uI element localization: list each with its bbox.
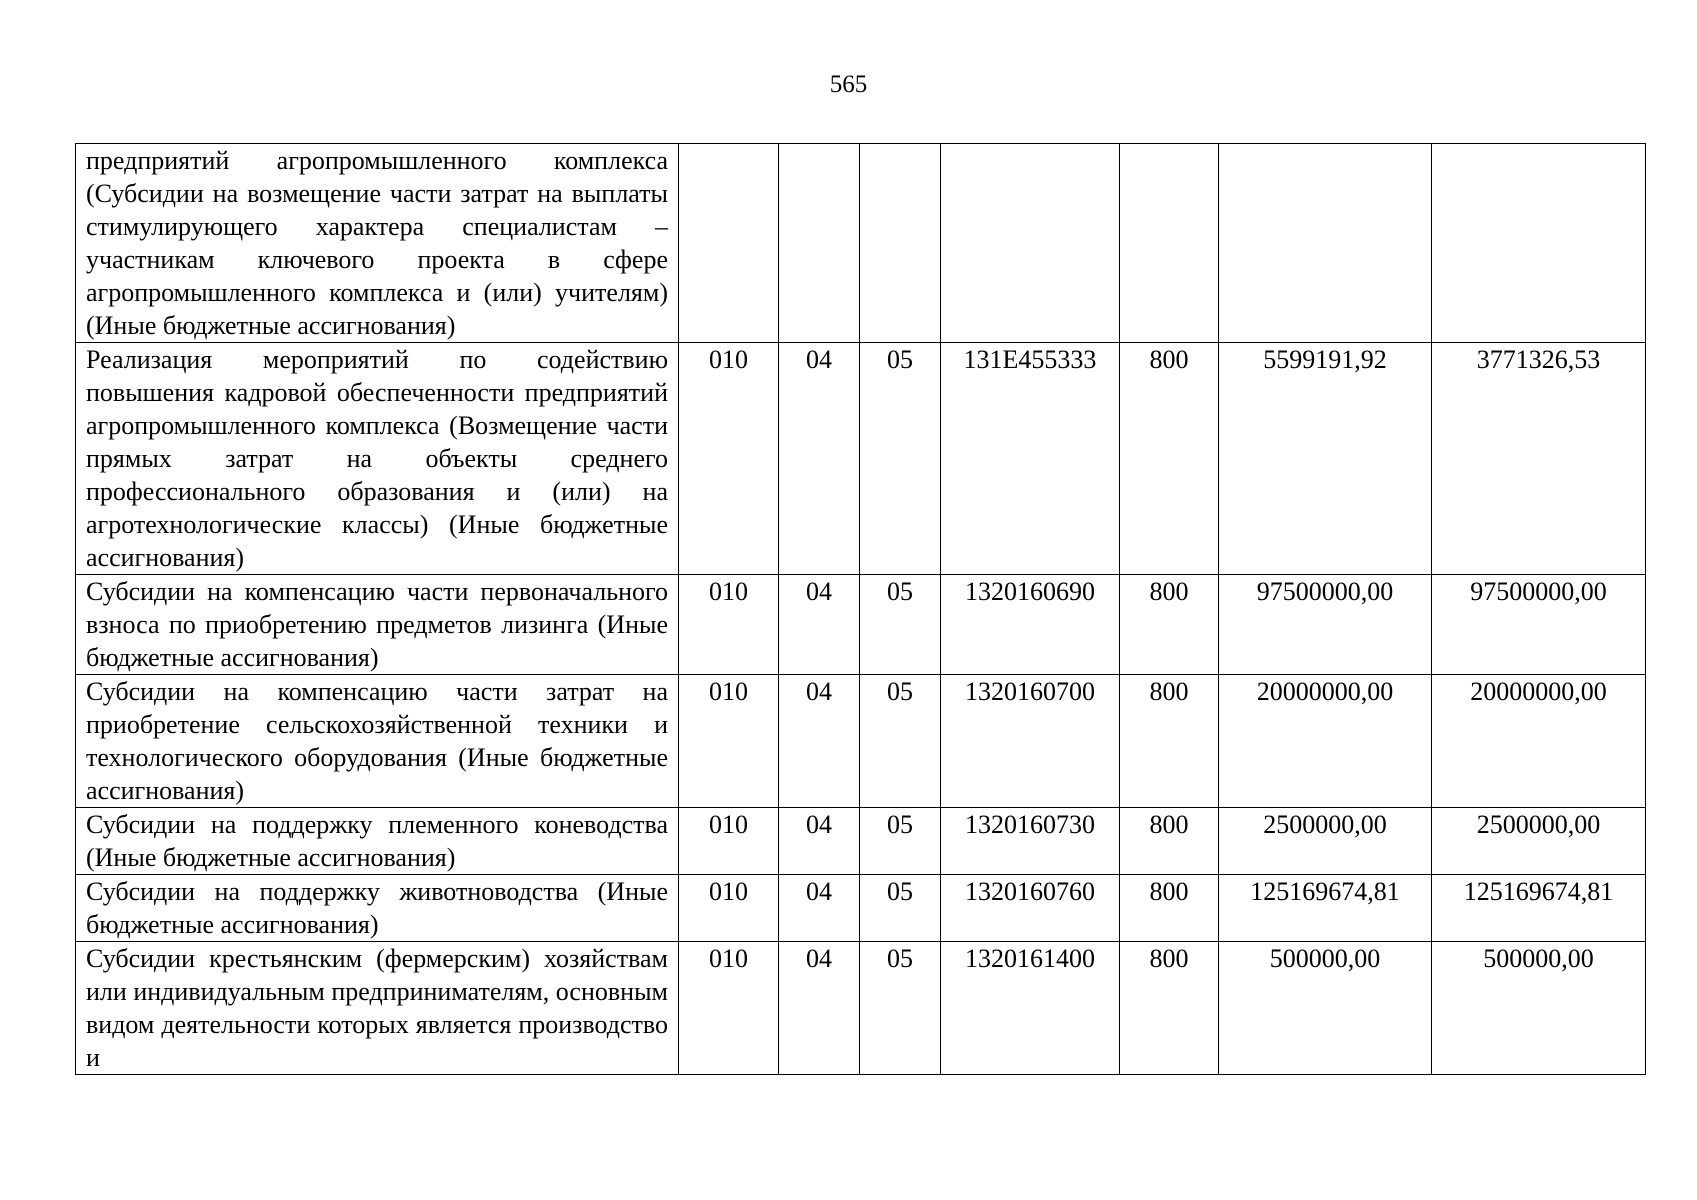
target-article-code: 1320160690 [941,575,1120,675]
section-code [779,144,860,343]
section-code: 04 [779,575,860,675]
grbs-code: 010 [679,343,779,575]
amount-second: 97500000,00 [1432,575,1646,675]
expense-type-code: 800 [1120,875,1219,942]
target-article-code [941,144,1120,343]
table-row [76,808,1646,875]
subsection-code: 05 [860,575,941,675]
table-row [76,343,1646,575]
amount-first: 2500000,00 [1219,808,1432,875]
target-article-code: 1320160760 [941,875,1120,942]
grbs-code: 010 [679,575,779,675]
amount-first: 125169674,81 [1219,875,1432,942]
expense-type-code: 800 [1120,808,1219,875]
subsection-code: 05 [860,808,941,875]
amount-second: 20000000,00 [1432,675,1646,808]
table-row [76,575,1646,675]
amount-first: 20000000,00 [1219,675,1432,808]
section-code: 04 [779,808,860,875]
target-article-code: 131E455333 [941,343,1120,575]
amount-second [1432,144,1646,343]
amount-first: 500000,00 [1219,942,1432,1075]
expense-type-code [1120,144,1219,343]
expense-type-code: 800 [1120,942,1219,1075]
amount-first: 5599191,92 [1219,343,1432,575]
page-number: 565 [829,71,868,98]
subsection-code: 05 [860,875,941,942]
target-article-code: 1320160730 [941,808,1120,875]
row-description: предприятий агропромышленного комплекса (Субсидии на возмещение части затрат на выплаты стимулирующего характера специалистам – участникам ключевого проекта в сфере агропромышленного комплекса и (или) учителям) (Иные бюджетные ассигнования) [76,144,679,343]
target-article-code: 1320161400 [941,942,1120,1075]
row-description: Реализация мероприятий по содействию повышения кадровой обеспеченности предприятий агропромышленного комплекса (Возмещение части прямых затрат на объекты среднего профессионального образования и (или) на агротехнологические классы) (Иные бюджетные ассигнования) [76,343,679,575]
amount-second: 3771326,53 [1432,343,1646,575]
grbs-code: 010 [679,942,779,1075]
budget-table [75,143,1646,1075]
table-row [76,942,1646,1075]
amount-first: 97500000,00 [1219,575,1432,675]
amount-second: 125169674,81 [1432,875,1646,942]
grbs-code [679,144,779,343]
row-description: Субсидии на компенсацию части первоначального взноса по приобретению предметов лизинга (Иные бюджетные ассигнования) [76,575,679,675]
row-description: Субсидии крестьянским (фермерским) хозяйствам или индивидуальным предпринимателям, основным видом деятельности которых является производство и [76,942,679,1075]
table-row [76,675,1646,808]
section-code: 04 [779,675,860,808]
expense-type-code: 800 [1120,575,1219,675]
section-code: 04 [779,875,860,942]
expense-type-code: 800 [1120,675,1219,808]
table-row [76,875,1646,942]
subsection-code: 05 [860,675,941,808]
row-description: Субсидии на компенсацию части затрат на приобретение сельскохозяйственной техники и технологического оборудования (Иные бюджетные ассигнования) [76,675,679,808]
row-description: Субсидии на поддержку животноводства (Иные бюджетные ассигнования) [76,875,679,942]
expense-type-code: 800 [1120,343,1219,575]
table-row [76,144,1646,343]
amount-second: 2500000,00 [1432,808,1646,875]
grbs-code: 010 [679,675,779,808]
subsection-code: 05 [860,942,941,1075]
section-code: 04 [779,343,860,575]
grbs-code: 010 [679,808,779,875]
grbs-code: 010 [679,875,779,942]
row-description: Субсидии на поддержку племенного коневодства (Иные бюджетные ассигнования) [76,808,679,875]
section-code: 04 [779,942,860,1075]
target-article-code: 1320160700 [941,675,1120,808]
subsection-code: 05 [860,343,941,575]
amount-second: 500000,00 [1432,942,1646,1075]
subsection-code [860,144,941,343]
amount-first [1219,144,1432,343]
